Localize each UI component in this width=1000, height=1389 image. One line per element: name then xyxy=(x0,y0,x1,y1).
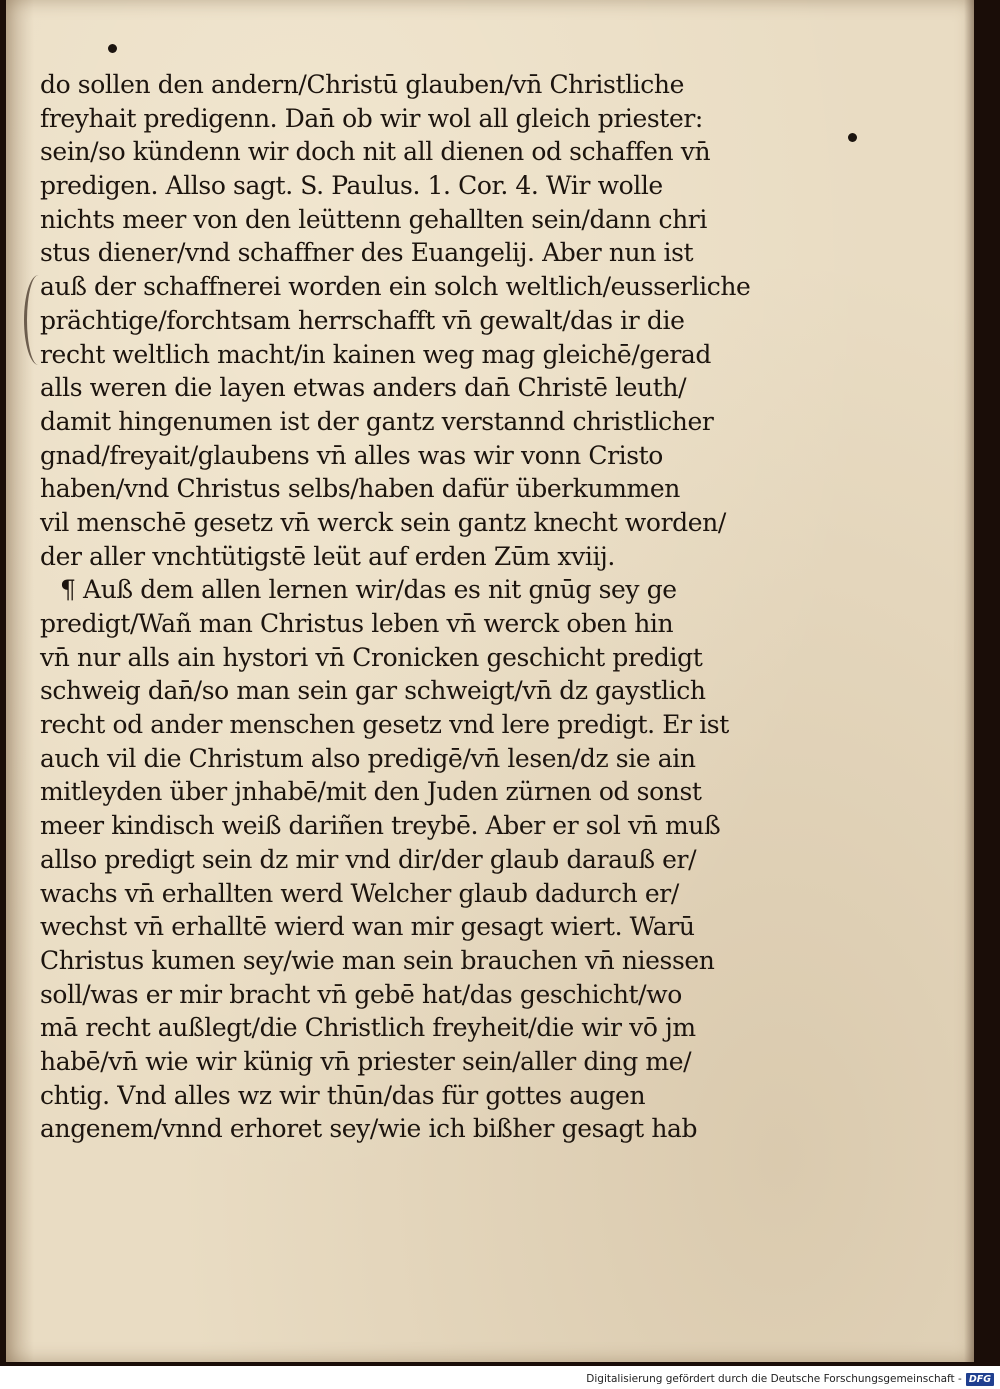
ink-dot-top xyxy=(108,44,117,53)
text-line: angenem/vnnd erhoret sey/wie ich bißher gesagt hab xyxy=(40,1114,698,1144)
text-line: stus diener/vnd schaffner des Euangelij. Aber nun ist xyxy=(40,238,694,268)
text-line: habē/vn̄ wie wir künig vn̄ priester sein/aller ding me/ xyxy=(40,1046,692,1076)
text-line: wachs vn̄ erhallten werd Welcher glaub dadurch er/ xyxy=(40,878,679,908)
text-line: vn̄ nur alls ain hystori vn̄ Cronicken geschicht predigt xyxy=(40,642,703,672)
text-line: soll/was er mir bracht vn̄ gebē hat/das geschicht/wo xyxy=(40,979,682,1009)
text-line: meer kindisch weiß dariñen treybē. Aber er sol vn̄ muß xyxy=(40,811,721,841)
funding-note: Digitalisierung gefördert durch die Deutsche Forschungsgemeinschaft - xyxy=(586,1373,962,1385)
text-line: allso predigt sein dz mir vnd dir/der glaub darauß er/ xyxy=(40,844,697,874)
text-line: haben/vnd Christus selbs/haben dafür überkummen xyxy=(40,474,680,504)
text-line: predigen. Allso sagt. S. Paulus. 1. Cor. 4. Wir wolle xyxy=(40,171,663,201)
ink-dot-right xyxy=(848,133,857,142)
text-line: wechst vn̄ erhalltē wierd wan mir gesagt wiert. Warū xyxy=(40,912,695,942)
text-line: freyhait predigenn. Dan̄ ob wir wol all gleich priester: xyxy=(40,103,703,133)
book-page xyxy=(6,0,974,1362)
text-line: alls weren die layen etwas anders dan̄ Christē leuth/ xyxy=(40,373,687,403)
text-line: damit hingenumen ist der gantz verstannd christlicher xyxy=(40,406,714,436)
text-line: ¶ Auß dem allen lernen wir/das es nit gnūg sey ge xyxy=(60,575,677,605)
text-line: auch vil die Christum also predigē/vn̄ lesen/dz sie ain xyxy=(40,743,696,773)
page-edge-shadow xyxy=(964,0,974,1362)
blackletter-text-block xyxy=(40,68,800,1146)
text-line: sein/so kündenn wir doch nit all dienen od schaffen vn̄ xyxy=(40,137,711,167)
text-line: nichts meer von den leüttenn gehallten sein/dann chri xyxy=(40,204,707,234)
text-line: predigt/Wañ man Christus leben vn̄ werck oben hin xyxy=(40,609,674,638)
text-line: recht weltlich macht/in kainen weg mag gleichē/gerad xyxy=(40,339,712,369)
text-line: gnad/freyait/glaubens vn̄ alles was wir vonn Cristo xyxy=(40,440,663,470)
text-line: mā recht außlegt/die Christlich freyheit/die wir vō jm xyxy=(40,1013,696,1043)
text-line: Christus kumen sey/wie man sein brauchen vn̄ niessen xyxy=(40,945,715,975)
text-line: der aller vnchtütigstē leüt auf erden Zūm xviij. xyxy=(40,541,615,571)
text-line: auß der schaffnerei worden ein solch weltlich/eusserliche xyxy=(40,272,751,302)
text-line: schweig dan̄/so man sein gar schweigt/vn̄ dz gaystlich xyxy=(40,676,706,706)
digitization-footer xyxy=(586,1370,994,1388)
text-line: recht od ander menschen gesetz vnd lere predigt. Er ist xyxy=(40,710,729,740)
text-line: mitleyden über jnhabē/mit den Juden zürnen od sonst xyxy=(40,777,702,807)
text-line: chtig. Vnd alles wz wir thūn/das für gottes augen xyxy=(40,1080,646,1110)
dfg-logo-icon: DFG xyxy=(966,1373,994,1386)
text-line: vil menschē gesetz vn̄ werck sein gantz knecht worden/ xyxy=(40,507,726,537)
text-line: do sollen den andern/Christū glauben/vn̄ Christliche xyxy=(40,70,684,99)
text-line: prächtige/forchtsam herrschafft vn̄ gewalt/das ir die xyxy=(40,305,685,335)
